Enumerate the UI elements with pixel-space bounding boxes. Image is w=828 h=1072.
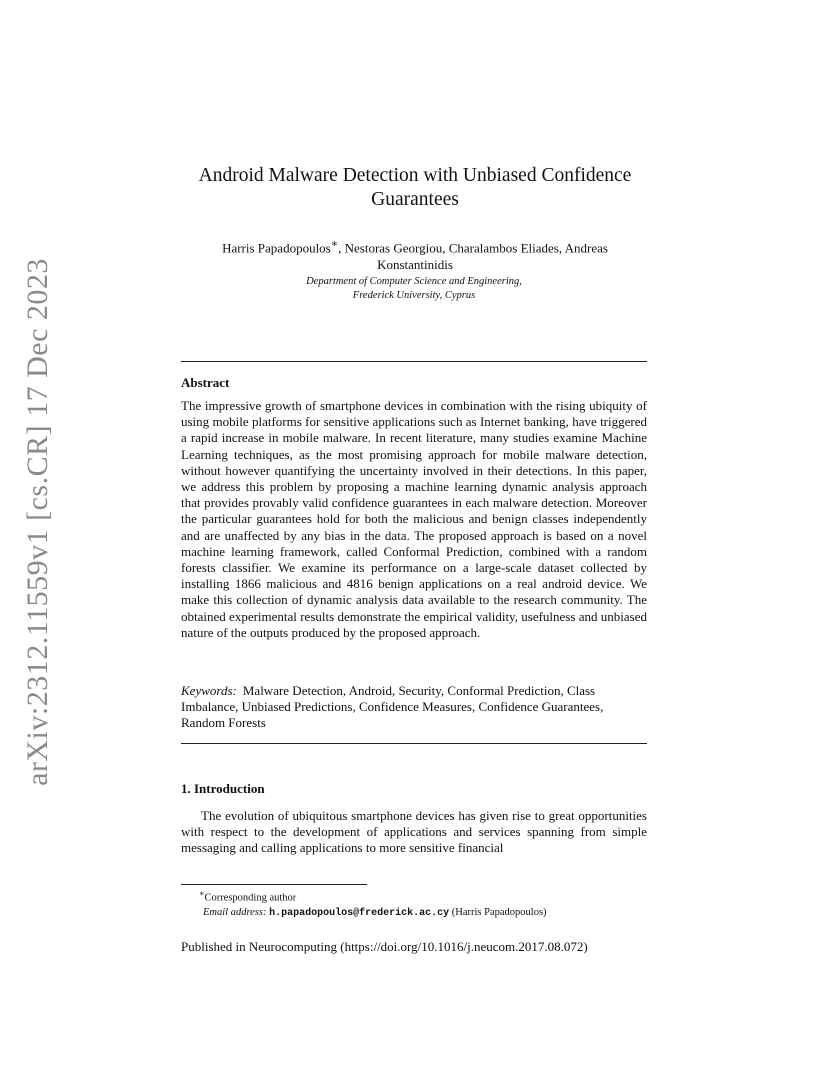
- abstract-top-rule: [181, 361, 647, 362]
- affiliation: [200, 275, 628, 303]
- keywords: [181, 683, 647, 732]
- other-authors: , Nestoras Georgiou, Charalambos Eliades, Andreas Konstantinidis: [338, 240, 608, 273]
- affiliation-university: Frederick University, Cyprus: [352, 290, 476, 301]
- keywords-label: Keywords:: [181, 683, 237, 698]
- keywords-text: Malware Detection, Android, Security, Conformal Prediction, Class Imbalance, Unbiased Predictions, Confidence Measures, Confidence Guarantees, Random Forests: [181, 683, 604, 731]
- first-author: Harris Papadopoulos: [222, 240, 331, 256]
- abstract-text: The impressive growth of smartphone devices in combination with the rising ubiquity of using mobile platforms for sensitive applications such as Internet banking, have triggered a rapid increase in mobile malware. In recent literature, many studies examine Machine Learning techniques, as the most promising approach for mobile malware detection, without however quantifying the uncertainty involved in their detections. In this paper, we address this problem by proposing a machine learning dynamic analysis approach that provides provably valid confidence guarantees in each malware detection. Moreover the particular guarantees hold for both the malicious and benign classes independently and are unaffected by any bias in the data. The proposed approach is based on a novel machine learning framework, called Conformal Prediction, combined with a random forests classifier. We examine its performance on a large-scale dataset collected by installing 1866 malicious and 4816 benign applications on a real android device. We make this collection of dynamic analysis data available to the research community. The obtained experimental results demonstrate the empirical validity, usefulness and unbiased nature of the outputs produced by the proposed approach.: [181, 398, 647, 640]
- footnotes: [181, 887, 647, 921]
- footnote-corresponding: [181, 887, 647, 906]
- email-address-link[interactable]: h.papadopoulos@frederick.ac.cy: [269, 907, 450, 919]
- footnote-mark: ∗: [199, 889, 205, 898]
- abstract-bottom-rule: [181, 743, 647, 744]
- publication-note: Published in Neurocomputing (https://doi.org/10.1016/j.neucom.2017.08.072): [181, 939, 588, 954]
- affiliation-department: Department of Computer Science and Engineering,: [306, 276, 522, 287]
- abstract-heading: Abstract: [181, 375, 230, 390]
- paper-title: Android Malware Detection with Unbiased Confidence Guarantees: [198, 165, 632, 210]
- footnote-corresponding-text: Corresponding author: [204, 892, 297, 904]
- email-label: Email address:: [203, 906, 267, 918]
- section-heading-introduction: 1. Introduction: [181, 781, 265, 796]
- footnote-email: [181, 906, 647, 921]
- author-list: [185, 236, 645, 273]
- arxiv-stamp: [17, 258, 59, 786]
- arxiv-identifier: arXiv:2312.11559v1 [cs.CR] 17 Dec 2023: [21, 258, 54, 786]
- introduction-text: The evolution of ubiquitous smartphone devices has given rise to great opportunities with respect to the development of applications and services spanning from simple messaging and calling applications to more sensitive financial: [181, 808, 647, 856]
- email-owner: (Harris Papadopoulos): [451, 906, 547, 918]
- corresponding-author-mark: ∗: [330, 238, 339, 250]
- footnote-rule: [181, 884, 367, 885]
